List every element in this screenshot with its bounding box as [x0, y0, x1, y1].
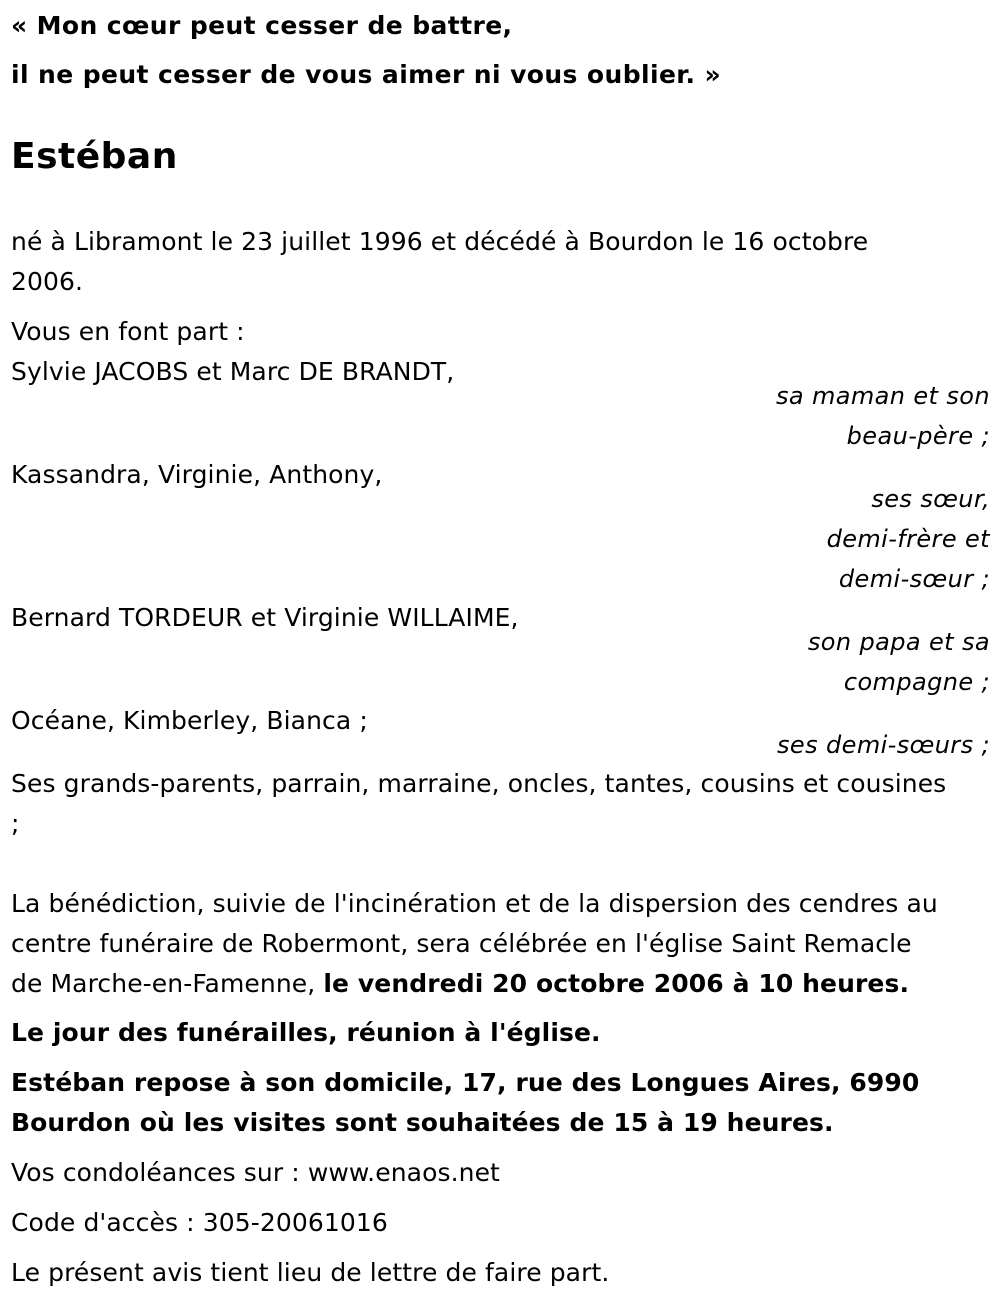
- family-names-1: Sylvie JACOBS et Marc DE BRANDT,: [11, 357, 455, 386]
- family-relation-4a: ses demi-sœurs ;: [777, 731, 990, 759]
- family-relation-2a: ses sœur,: [871, 485, 990, 513]
- family-relation-2b: demi-frère et: [826, 525, 990, 553]
- ceremony-line-2: centre funéraire de Robermont, sera célébrée en l'église Saint Remacle: [11, 929, 912, 958]
- quote-line-1: « Mon cœur peut cesser de battre,: [11, 11, 513, 40]
- family-names-2: Kassandra, Virginie, Anthony,: [11, 460, 383, 489]
- closing-note: Le présent avis tient lieu de lettre de faire part.: [11, 1258, 610, 1287]
- quote-line-2: il ne peut cesser de vous aimer ni vous oublier. »: [11, 60, 722, 89]
- family-relation-3b: compagne ;: [843, 668, 990, 696]
- family-relation-1a: sa maman et son: [775, 382, 990, 410]
- ceremony-line-3: [11, 964, 909, 1004]
- reunion-note: Le jour des funérailles, réunion à l'église.: [11, 1018, 601, 1047]
- access-code-line: Code d'accès : 305-20061016: [11, 1208, 388, 1237]
- extended-family-line-1: Ses grands-parents, parrain, marraine, oncles, tantes, cousins et cousines: [11, 769, 947, 798]
- deceased-name: Estéban: [11, 136, 178, 177]
- ceremony-line-1: La bénédiction, suivie de l'incinération et de la dispersion des cendres au: [11, 889, 938, 918]
- announcement-intro: Vous en font part :: [11, 317, 245, 346]
- condolences-line: Vos condoléances sur : www.enaos.net: [11, 1158, 500, 1187]
- family-relation-1b: beau-père ;: [846, 422, 990, 450]
- ceremony-date-time: le vendredi 20 octobre 2006 à 10 heures.: [323, 969, 910, 998]
- family-relation-2c: demi-sœur ;: [838, 565, 990, 593]
- ceremony-location-text: de Marche-en-Famenne,: [11, 969, 324, 998]
- visit-line-2: Bourdon où les visites sont souhaitées de 15 à 19 heures.: [11, 1108, 834, 1137]
- visit-line-1: Estéban repose à son domicile, 17, rue des Longues Aires, 6990: [11, 1068, 920, 1097]
- family-names-3: Bernard TORDEUR et Virginie WILLAIME,: [11, 603, 519, 632]
- birth-death-line-1: né à Libramont le 23 juillet 1996 et décédé à Bourdon le 16 octobre: [11, 227, 869, 256]
- family-relation-3a: son papa et sa: [807, 628, 990, 656]
- extended-family-line-2: ;: [11, 809, 20, 838]
- family-names-4: Océane, Kimberley, Bianca ;: [11, 706, 368, 735]
- birth-death-line-2: 2006.: [11, 267, 84, 296]
